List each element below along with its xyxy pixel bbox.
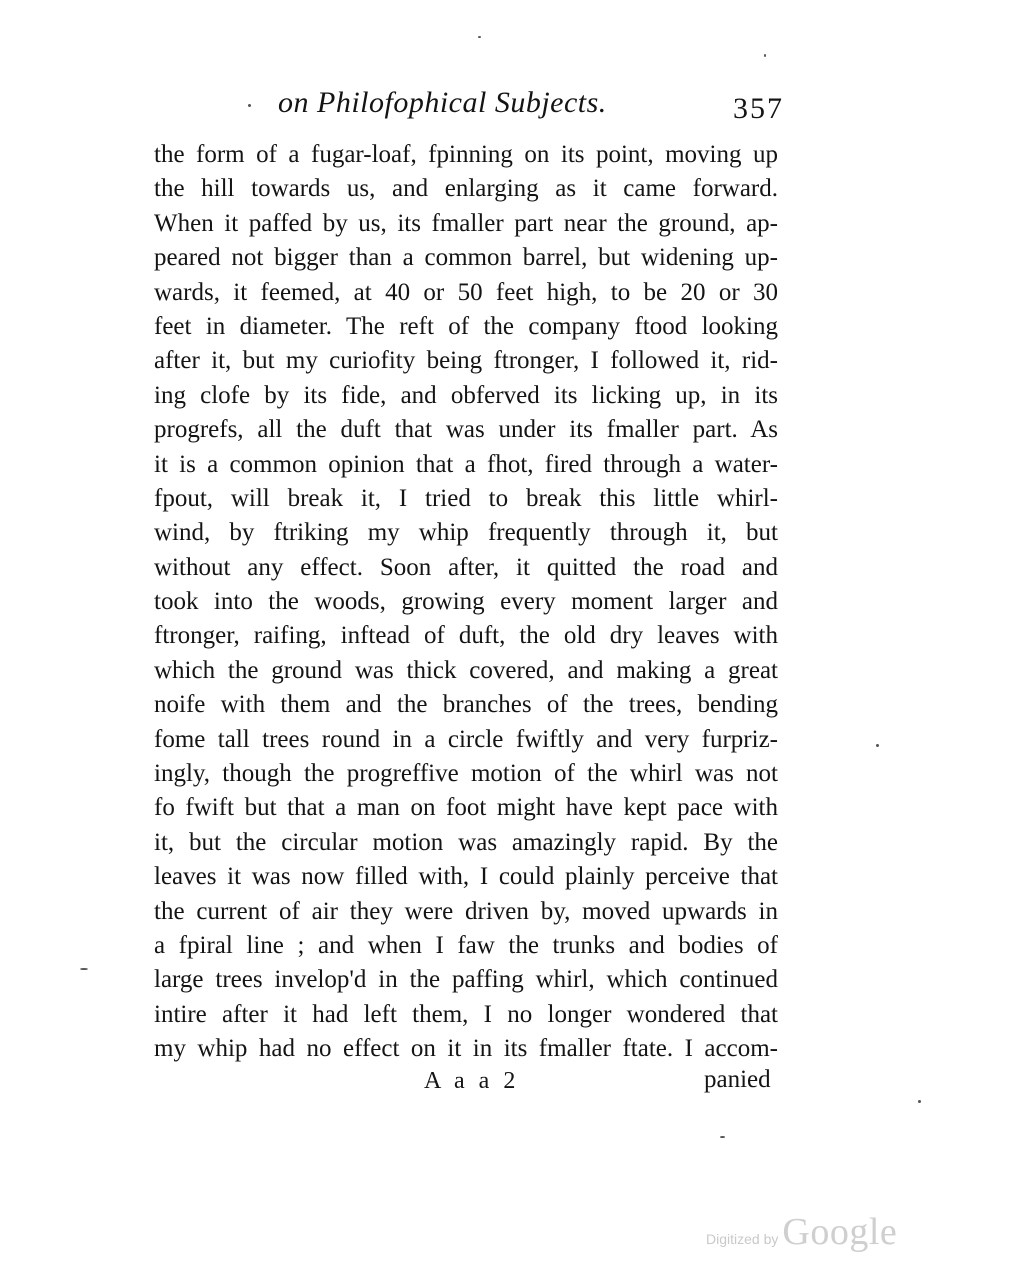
signature-mark: A a a 2 — [424, 1068, 520, 1094]
scan-speck — [876, 744, 879, 747]
text-line-8: ing clofe by its fide, and obferved its licking up, in its — [154, 381, 778, 409]
scan-speck — [478, 36, 481, 38]
page-number: 357 — [733, 92, 784, 125]
running-head: on Philofophical Subjects. — [278, 86, 607, 119]
text-line-7: after it, but my curiofity being ftronger, I followed it, rid- — [154, 347, 778, 375]
watermark-prefix: Digitized by — [706, 1231, 779, 1247]
text-line-18: fome tall trees round in a circle fwiftly and very furpriz- — [154, 725, 778, 753]
catchword: panied — [704, 1066, 771, 1093]
scan-speck — [248, 104, 251, 107]
text-line-5: wards, it feemed, at 40 or 50 feet high, to be 20 or 30 — [154, 278, 778, 306]
text-line-25: large trees invelop'd in the paffing whirl, which continued — [154, 966, 778, 994]
text-line-27: my whip had no effect on it in its fmaller ftate. I accom- — [154, 1035, 778, 1063]
text-line-22: leaves it was now filled with, I could plainly perceive that — [154, 863, 778, 891]
text-line-2: the hill towards us, and enlarging as it came forward. — [154, 175, 778, 203]
body-text — [154, 138, 778, 1067]
scan-speck — [720, 1136, 725, 1138]
text-line-1: the form of a fugar-loaf, fpinning on its point, moving up — [154, 141, 778, 168]
text-line-26: intire after it had left them, I no longer wondered that — [154, 1000, 778, 1028]
text-line-13: without any effect. Soon after, it quitted the road and — [154, 553, 778, 581]
scan-speck — [764, 54, 766, 57]
text-line-3: When it paffed by us, its fmaller part near the ground, ap- — [154, 209, 778, 237]
text-line-10: it is a common opinion that a fhot, fired through a water- — [154, 450, 778, 478]
text-line-14: took into the woods, growing every moment larger and — [154, 588, 778, 616]
scan-speck — [80, 968, 88, 970]
text-line-21: it, but the circular motion was amazingly rapid. By the — [154, 828, 778, 856]
digitized-watermark — [706, 1210, 897, 1254]
text-line-19: ingly, though the progreffive motion of the whirl was not — [154, 760, 778, 788]
text-line-6: feet in diameter. The reft of the company ftood looking — [154, 312, 778, 340]
text-line-23: the current of air they were driven by, moved upwards in — [154, 897, 778, 925]
scan-speck — [918, 1100, 921, 1103]
text-line-4: peared not bigger than a common barrel, but widening up- — [154, 244, 778, 272]
text-line-24: a fpiral line ; and when I faw the trunks and bodies of — [154, 931, 778, 959]
watermark-logo: Google — [782, 1211, 898, 1253]
text-line-17: noife with them and the branches of the trees, bending — [154, 691, 778, 719]
text-line-9: progrefs, all the duft that was under its fmaller part. As — [154, 416, 778, 444]
text-line-16: which the ground was thick covered, and making a great — [154, 656, 778, 684]
text-line-11: fpout, will break it, I tried to break this little whirl- — [154, 484, 778, 512]
text-line-12: wind, by ftriking my whip frequently through it, but — [154, 519, 778, 547]
text-line-15: ftronger, raifing, inftead of duft, the old dry leaves with — [154, 622, 778, 650]
text-line-20: fo fwift but that a man on foot might have kept pace with — [154, 794, 778, 822]
